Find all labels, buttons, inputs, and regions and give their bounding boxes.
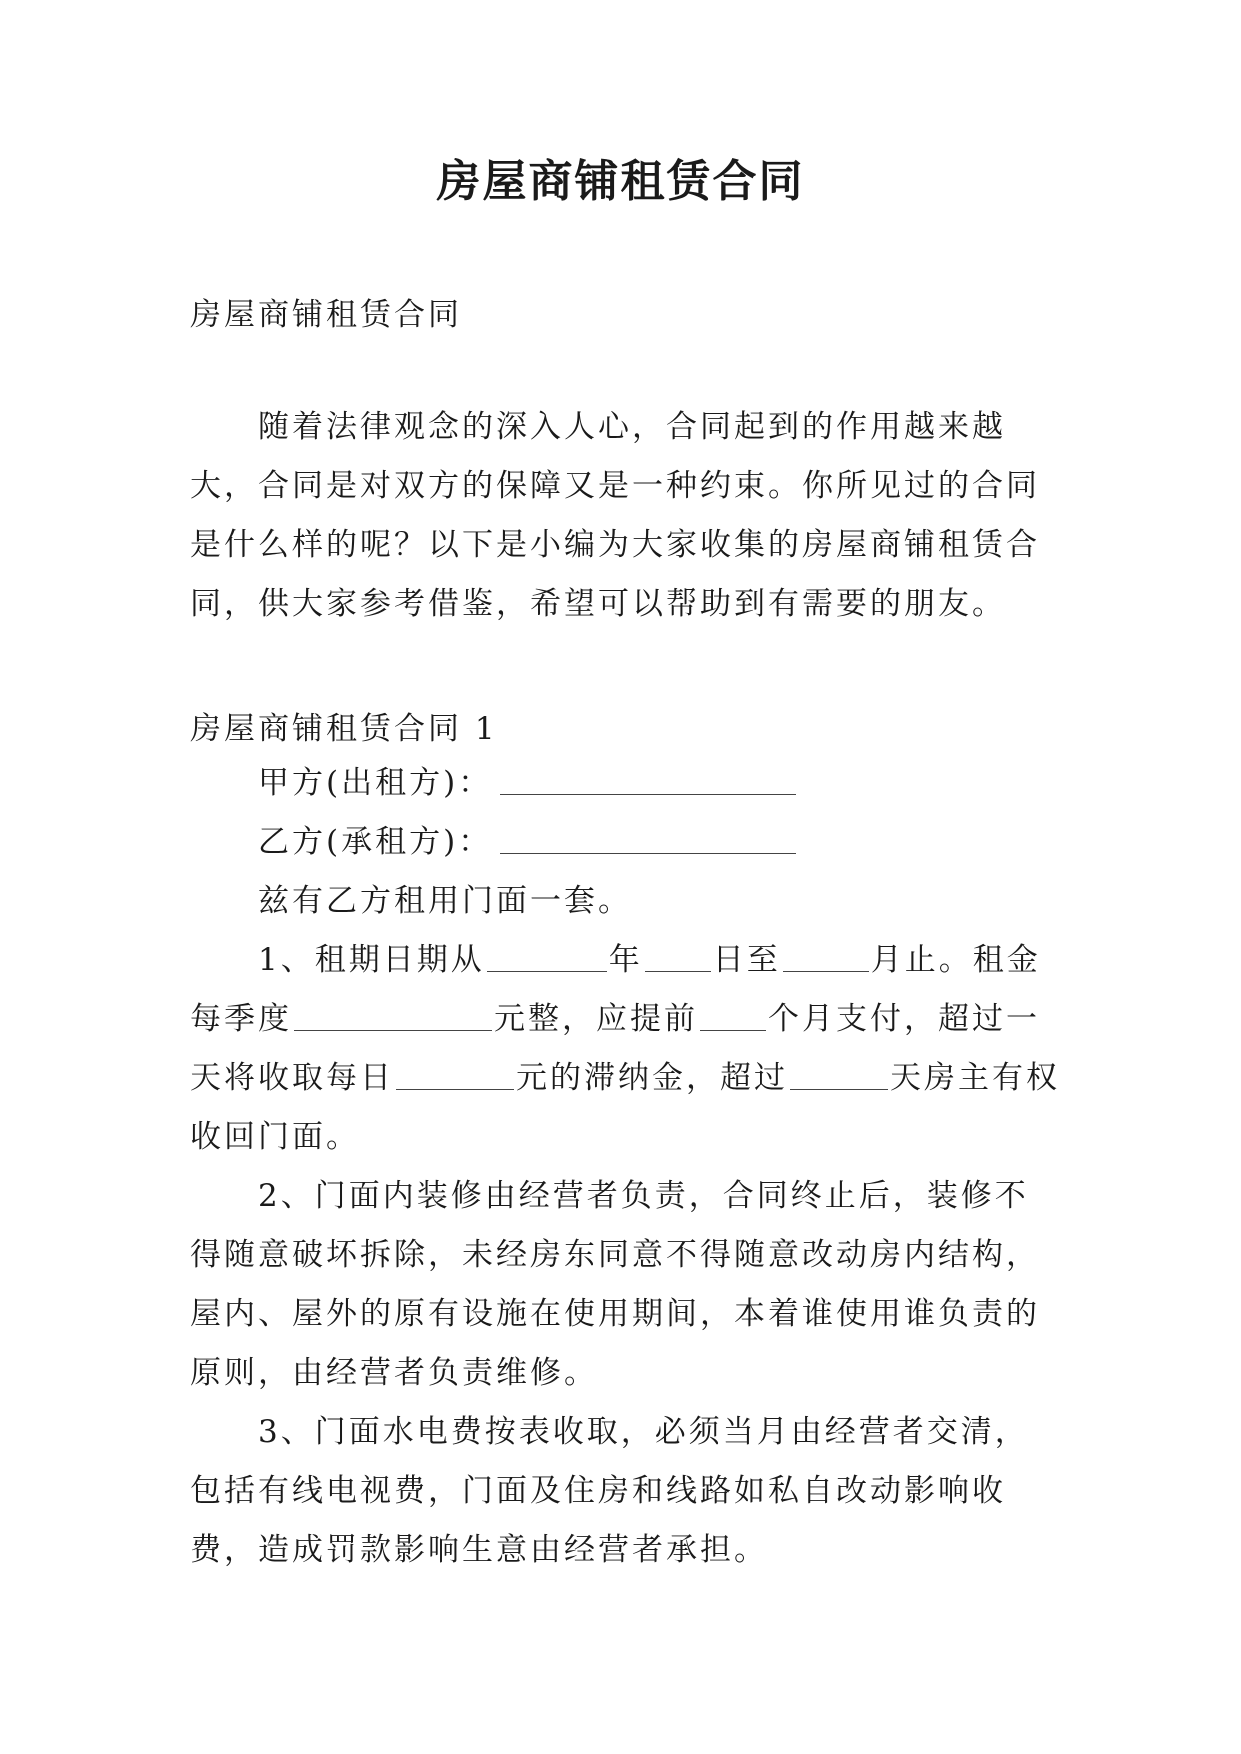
clause-1-text: 1、租期日期从 (258, 942, 485, 978)
late-fee-blank[interactable] (396, 1059, 514, 1090)
clause-2: 2、门面内装修由经营者负责，合同终止后，装修不得随意破坏拆除，未经房东同意不得随意改动房内结构，屋内、屋外的原有设施在使用期间，本着谁使用谁负责的原则，由经营者负责维修。 (190, 1178, 1040, 1391)
party-b-label: 乙方(承租方)： (258, 824, 493, 860)
party-a-blank[interactable] (500, 764, 796, 795)
contract-clauses (190, 754, 1060, 1580)
clause-3: 3、门面水电费按表收取，必须当月由经营者交清，包括有线电视费，门面及住房和线路如私自改动影响收费，造成罚款影响生意由经营者承担。 (190, 1414, 1029, 1568)
section-title: 房屋商铺租赁合同 1 (190, 711, 498, 747)
start-day-blank[interactable] (645, 941, 711, 972)
party-b-blank[interactable] (500, 823, 796, 854)
start-year-blank[interactable] (487, 941, 607, 972)
party-a-line (190, 754, 1060, 813)
clause-1-text: 月止。租金每季度 (190, 942, 1041, 1037)
party-a-label: 甲方(出租方)： (258, 765, 493, 801)
clause-1-text: 天房主有权收回门面。 (190, 1060, 1060, 1155)
overdue-days-blank[interactable] (790, 1059, 888, 1090)
document-subtitle: 房屋商铺租赁合同 (190, 297, 462, 333)
clause-1-text: 年 (608, 942, 643, 978)
clause-1-text: 日至 (712, 942, 781, 978)
clause-1-text: 元的滞纳金，超过 (516, 1060, 788, 1096)
document-title: 房屋商铺租赁合同 (436, 156, 805, 207)
lease-statement: 兹有乙方租用门面一套。 (258, 883, 632, 919)
clause-1-text: 元整，应提前 (494, 1001, 698, 1037)
party-b-line (190, 813, 1060, 872)
end-month-blank[interactable] (783, 941, 869, 972)
intro-paragraph: 随着法律观念的深入人心，合同起到的作用越来越大，合同是对双方的保障又是一种约束。你所见过的合同是什么样的呢？以下是小编为大家收集的房屋商铺租赁合同，供大家参考借鉴，希望可以帮助到有需要的朋友。 (190, 409, 1040, 622)
advance-months-blank[interactable] (700, 1000, 766, 1031)
clause-1-text: 个月支付，超过一天将收取每日 (190, 1001, 1040, 1096)
quarterly-rent-blank[interactable] (294, 1000, 492, 1031)
clause-1 (190, 931, 1060, 1167)
